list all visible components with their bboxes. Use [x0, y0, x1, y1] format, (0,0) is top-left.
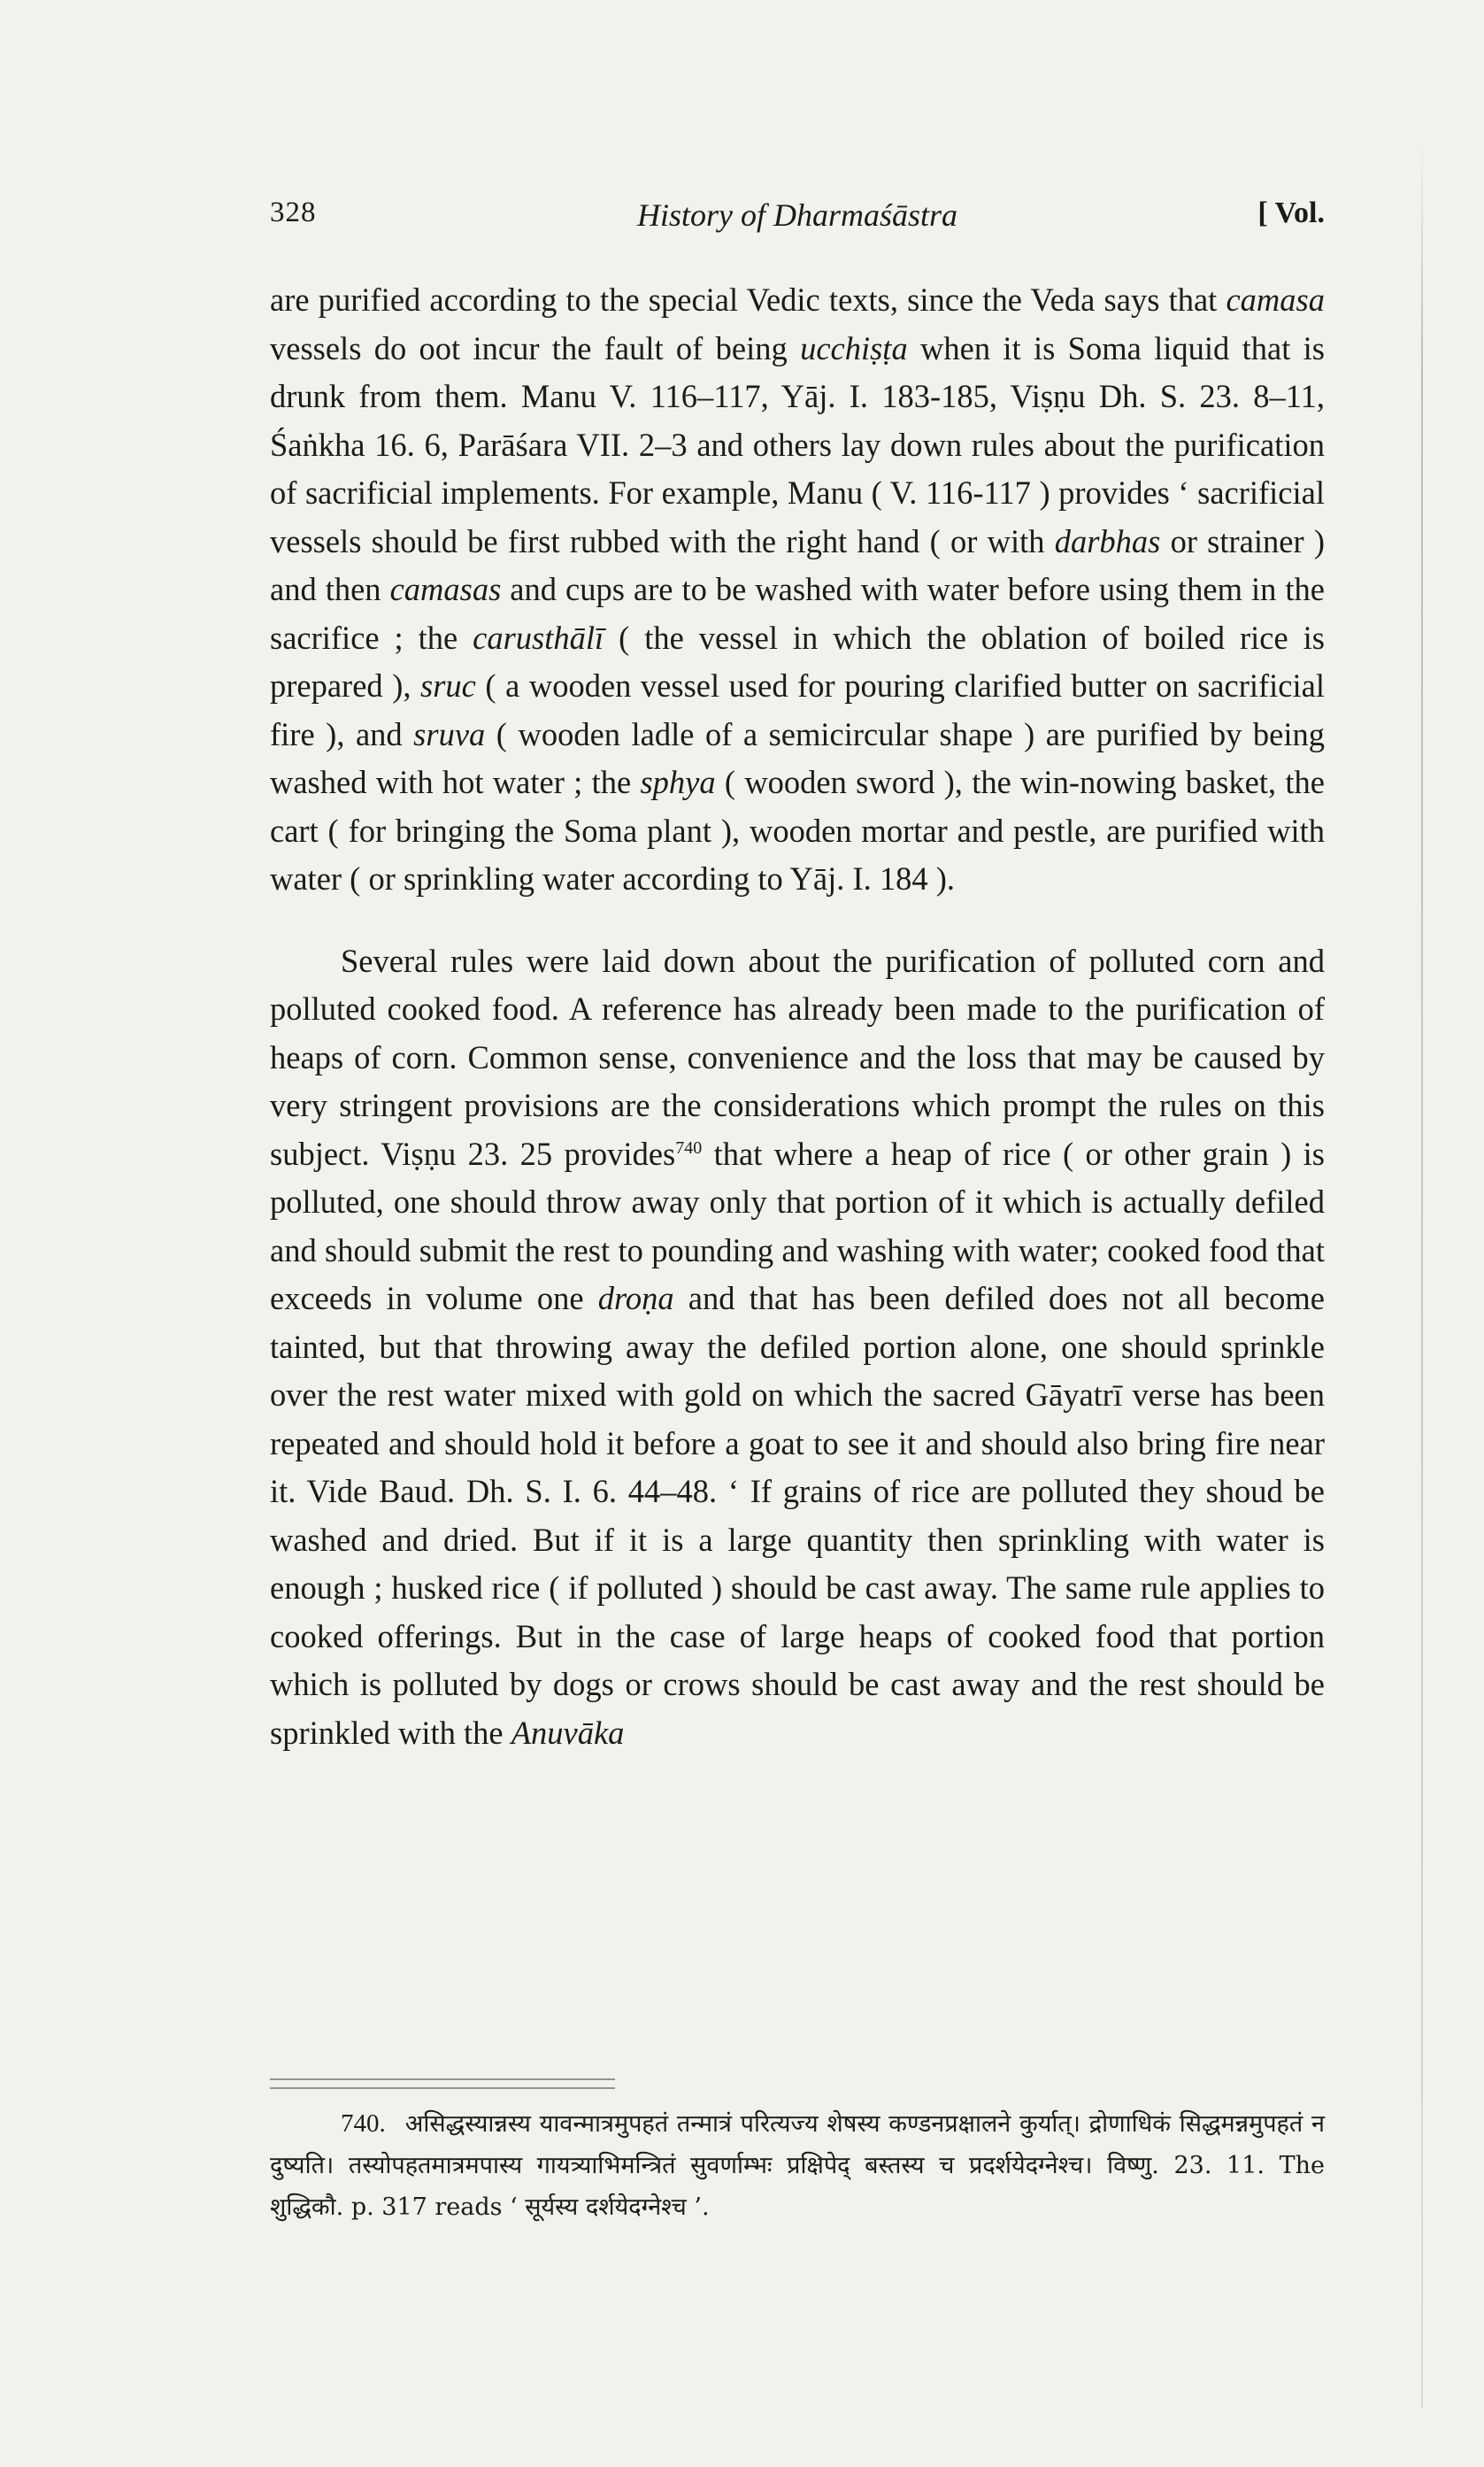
italic-term: sruva — [413, 715, 486, 752]
volume-mark: [ Vol. — [1257, 197, 1325, 229]
footnote-text — [270, 2110, 1325, 2221]
page-header — [270, 197, 1325, 250]
italic-term: camasas — [389, 571, 502, 607]
italic-term: sphya — [640, 764, 716, 800]
text-run: or strainer ) and then — [270, 522, 1325, 607]
italic-term: ucchiṣṭa — [800, 329, 908, 366]
italic-term: Anuvāka — [511, 1714, 625, 1751]
text-run: ( the vessel in which the oblation of boiled rice is prepared ), — [270, 619, 1325, 704]
text-run: vessels do oot incur the fault of being — [270, 329, 801, 366]
paragraph-1 — [270, 276, 1325, 904]
footnote-divider — [270, 2078, 615, 2089]
italic-term: sruc — [420, 667, 476, 704]
body-text — [270, 276, 1325, 1757]
text-run: are purified according to the special Vedic texts, since the Veda says that — [270, 281, 1226, 318]
italic-term: camasa — [1226, 281, 1325, 318]
text-run: and that has been defiled does not all become tainted, but that throwing away the defiled portion alone, one should sprinkle over the rest water mixed with gold on which the sacred Gāyatrī verse has been repeated and should hold it before a goat to see it and should also bring fire near it. Vide Baud. Dh. S. I. 6. 44–48. ‘ If grains of rice are polluted they shoud be washed and dried. But if it is a large quantity then sprinkling with water is enough ; husked rice ( if polluted ) should be cast away. The same rule applies to cooked offerings. But in the case of large heaps of cooked food that portion which is polluted by dogs or crows should be cast away and the rest should be sprinkled with the — [270, 1280, 1325, 1751]
text-run: and cups are to be washed with water before using them in the sacrifice ; the — [270, 571, 1326, 656]
italic-term: carusthālī — [473, 619, 604, 656]
page-number: 328 — [270, 197, 317, 228]
italic-term: darbhas — [1054, 522, 1161, 559]
text-run: असिद्धस्यान्नस्य यावन्मात्रमुपहतं तन्मात्रं परित्यज्य शेषस्य कण्डनप्रक्षालने कुर्यात्। द्रोणाधिकं सिद्धमन्नमुपहतं न दुष्यति। तस्योपहतमात्रमपास्य गायत्र्याभिमन्त्रितं सुवर्णाम्भः प्रक्षिपेद् बस्तस्य च प्रदर्शयेदग्नेश्च। विष्णु. 23. 11. The शुद्धिकौ. p. 317 reads ‘ सूर्यस्य दर्शयेदग्नेश्च ’. — [270, 2110, 1325, 2221]
text-run: Several rules were laid down about the purification of polluted corn and polluted cooked food. A reference has already been made to the purification of heaps of corn. Common sense, convenience and the loss that may be caused by very stringent provisions are the considerations which prompt the rules on this subject. Viṣṇu 23. 25 provides — [270, 942, 1325, 1172]
text-run: that where a heap of rice ( or other grain ) is polluted, one should throw away only that portion of it which is actually defiled and should submit the rest to pounding and washing with water; cooked food that exceeds in volume one — [270, 1135, 1325, 1316]
paragraph-2 — [270, 937, 1325, 1758]
text-run: ( wooden sword ), the win-nowing basket, the cart ( for bringing the Soma plant ), wooden mortar and pestle, are purified with water ( or sprinkling water according to Yāj. I. 184 ). — [270, 764, 1325, 897]
footnote-reference: 740 — [675, 1137, 703, 1158]
text-run: ( wooden ladle of a semicircular shape ) are purified by being washed with hot water ; the — [270, 715, 1325, 800]
footnote-number: 740. — [341, 2109, 386, 2138]
footnote — [270, 2103, 1325, 2228]
text-run: when it is Soma liquid that is drunk from them. Manu V. 116–117, Yāj. I. 183-185, Viṣṇu Dh. S. 23. 8–11, Śaṅkha 16. 6, Parāśara VII. 2–3 and others lay down rules about the purification of sacrificial implements. For example, Manu ( V. 116-117 ) provides ‘ sacrificial vessels should be first rubbed with the right hand ( or with — [270, 329, 1325, 559]
italic-term: droṇa — [597, 1280, 674, 1316]
text-run: ( a wooden vessel used for pouring clarified butter on sacrificial fire ), and — [270, 667, 1325, 752]
page-edge-shadow — [1421, 142, 1423, 2408]
running-title: History of Dharmaśāstra — [636, 197, 958, 233]
